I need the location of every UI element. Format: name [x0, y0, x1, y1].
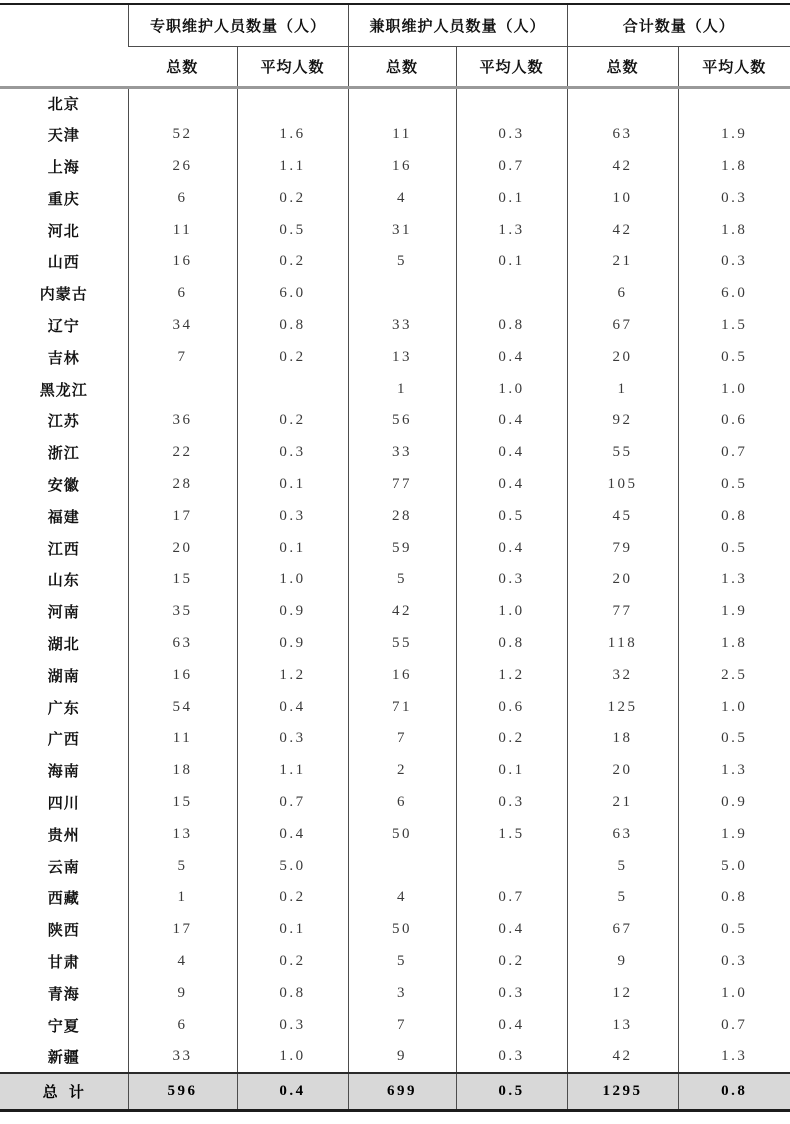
cell-value: 67 — [567, 914, 678, 946]
cell-value: 1.2 — [237, 659, 348, 691]
cell-value: 0.7 — [678, 437, 790, 469]
cell-value: 0.5 — [456, 500, 567, 532]
table-row — [0, 437, 790, 469]
cell-value: 42 — [348, 596, 456, 628]
cell-value: 4 — [348, 182, 456, 214]
region-label: 浙江 — [47, 445, 80, 463]
cell-value: 1.0 — [456, 373, 567, 405]
cell-value: 15 — [128, 564, 237, 596]
sub-header-total-3: 总数 — [567, 46, 678, 87]
cell-value: 6 — [567, 278, 678, 310]
cell-value: 5.0 — [678, 850, 790, 882]
cell-value: 0.7 — [237, 787, 348, 819]
table-row — [0, 151, 790, 183]
cell-value: 0.8 — [237, 977, 348, 1009]
cell-value: 0.5 — [237, 214, 348, 246]
cell-value: 9 — [128, 977, 237, 1009]
total-cell: 0.5 — [456, 1073, 567, 1111]
cell-value: 0.1 — [456, 246, 567, 278]
cell-value: 31 — [348, 214, 456, 246]
cell-value: 26 — [128, 151, 237, 183]
cell-value: 1.1 — [237, 151, 348, 183]
region-label: 宁夏 — [47, 1017, 80, 1035]
cell-value — [237, 373, 348, 405]
cell-value: 0.8 — [678, 500, 790, 532]
region-label: 云南 — [47, 858, 80, 876]
table-row — [0, 119, 790, 151]
total-cell: 1295 — [567, 1073, 678, 1111]
cell-value: 0.2 — [237, 246, 348, 278]
region-label: 江苏 — [47, 413, 80, 431]
cell-value: 118 — [567, 628, 678, 660]
cell-value: 77 — [567, 596, 678, 628]
cell-value: 33 — [348, 310, 456, 342]
table-row — [0, 628, 790, 660]
cell-value: 0.2 — [237, 882, 348, 914]
cell-value: 5 — [348, 564, 456, 596]
cell-value: 45 — [567, 500, 678, 532]
cell-value: 0.4 — [237, 691, 348, 723]
cell-value: 1.5 — [678, 310, 790, 342]
region-label: 河南 — [47, 604, 80, 622]
cell-value: 11 — [128, 723, 237, 755]
table-row — [0, 87, 790, 119]
cell-value: 0.3 — [237, 723, 348, 755]
cell-value: 6.0 — [678, 278, 790, 310]
cell-value: 0.3 — [456, 787, 567, 819]
cell-value: 42 — [567, 214, 678, 246]
cell-value: 6 — [128, 1009, 237, 1041]
total-cell: 0.8 — [678, 1073, 790, 1111]
region-label: 福建 — [47, 508, 80, 526]
cell-value: 1 — [567, 373, 678, 405]
table-row — [0, 373, 790, 405]
sub-header-average-1: 平均人数 — [237, 46, 348, 87]
sub-header-average-2: 平均人数 — [456, 46, 567, 87]
cell-value: 0.8 — [456, 628, 567, 660]
cell-value: 13 — [348, 341, 456, 373]
table-row — [0, 596, 790, 628]
cell-value: 1.3 — [678, 564, 790, 596]
cell-value: 5 — [348, 246, 456, 278]
cell-value: 5 — [348, 946, 456, 978]
table-row — [0, 405, 790, 437]
cell-value: 0.4 — [456, 532, 567, 564]
cell-value: 0.7 — [678, 1009, 790, 1041]
cell-value — [348, 278, 456, 310]
cell-value: 11 — [348, 119, 456, 151]
cell-value: 63 — [567, 119, 678, 151]
cell-value: 33 — [128, 1041, 237, 1073]
cell-value: 20 — [567, 564, 678, 596]
cell-value: 1.0 — [678, 373, 790, 405]
cell-value — [348, 850, 456, 882]
cell-value: 0.1 — [456, 755, 567, 787]
cell-value: 36 — [128, 405, 237, 437]
total-cell: 699 — [348, 1073, 456, 1111]
region-label: 内蒙古 — [39, 286, 88, 304]
table-row — [0, 182, 790, 214]
cell-value: 4 — [128, 946, 237, 978]
cell-value: 1.0 — [456, 596, 567, 628]
region-label: 新疆 — [47, 1048, 80, 1066]
cell-value: 0.1 — [237, 532, 348, 564]
cell-value: 0.8 — [678, 882, 790, 914]
region-label: 山东 — [47, 572, 80, 590]
cell-value: 16 — [348, 659, 456, 691]
region-label: 黑龙江 — [39, 381, 88, 399]
statistics-table — [0, 3, 790, 1112]
cell-value: 71 — [348, 691, 456, 723]
cell-value: 0.3 — [237, 500, 348, 532]
region-label: 山西 — [47, 254, 80, 272]
region-label: 海南 — [47, 763, 80, 781]
cell-value: 12 — [567, 977, 678, 1009]
table-row — [0, 755, 790, 787]
cell-value: 16 — [128, 246, 237, 278]
cell-value: 0.3 — [456, 1041, 567, 1073]
cell-value: 0.5 — [678, 723, 790, 755]
cell-value: 105 — [567, 469, 678, 501]
cell-value: 0.7 — [456, 882, 567, 914]
cell-value: 9 — [348, 1041, 456, 1073]
table-row — [0, 246, 790, 278]
table-row — [0, 850, 790, 882]
cell-value — [128, 87, 237, 119]
table-row — [0, 946, 790, 978]
cell-value: 0.4 — [456, 1009, 567, 1041]
cell-value: 28 — [128, 469, 237, 501]
cell-value: 32 — [567, 659, 678, 691]
cell-value: 92 — [567, 405, 678, 437]
table-row — [0, 214, 790, 246]
cell-value: 7 — [348, 1009, 456, 1041]
header-group-row — [0, 4, 790, 46]
region-label: 贵州 — [47, 826, 80, 844]
cell-value: 21 — [567, 246, 678, 278]
cell-value: 0.3 — [678, 182, 790, 214]
cell-value: 0.6 — [456, 691, 567, 723]
cell-value: 1.1 — [237, 755, 348, 787]
cell-value: 28 — [348, 500, 456, 532]
cell-value: 17 — [128, 500, 237, 532]
cell-value: 11 — [128, 214, 237, 246]
cell-value: 2 — [348, 755, 456, 787]
cell-value: 22 — [128, 437, 237, 469]
cell-value: 0.3 — [456, 564, 567, 596]
cell-value: 50 — [348, 914, 456, 946]
cell-value: 56 — [348, 405, 456, 437]
cell-value: 7 — [348, 723, 456, 755]
cell-value: 0.4 — [456, 437, 567, 469]
cell-value: 16 — [348, 151, 456, 183]
cell-value: 55 — [348, 628, 456, 660]
cell-value: 18 — [128, 755, 237, 787]
cell-value: 0.2 — [456, 723, 567, 755]
cell-value: 1.6 — [237, 119, 348, 151]
cell-value: 0.9 — [237, 628, 348, 660]
cell-value: 1.3 — [456, 214, 567, 246]
cell-value: 5 — [567, 850, 678, 882]
cell-value: 0.9 — [237, 596, 348, 628]
cell-value: 1.0 — [678, 977, 790, 1009]
region-label: 江西 — [47, 540, 80, 558]
cell-value — [678, 87, 790, 119]
cell-value — [348, 87, 456, 119]
cell-value: 5 — [128, 850, 237, 882]
cell-value: 6.0 — [237, 278, 348, 310]
cell-value: 33 — [348, 437, 456, 469]
cell-value: 15 — [128, 787, 237, 819]
cell-value: 6 — [128, 278, 237, 310]
cell-value: 59 — [348, 532, 456, 564]
cell-value: 0.4 — [456, 341, 567, 373]
cell-value: 0.5 — [678, 914, 790, 946]
column-group-total: 合计数量（人） — [567, 4, 790, 46]
cell-value: 0.5 — [678, 341, 790, 373]
cell-value: 1.0 — [237, 1041, 348, 1073]
table-row — [0, 564, 790, 596]
cell-value: 1.8 — [678, 151, 790, 183]
cell-value: 3 — [348, 977, 456, 1009]
region-label: 四川 — [47, 794, 80, 812]
region-label: 湖北 — [47, 635, 80, 653]
cell-value: 50 — [348, 818, 456, 850]
cell-value: 6 — [348, 787, 456, 819]
cell-value: 125 — [567, 691, 678, 723]
table-row — [0, 310, 790, 342]
cell-value: 52 — [128, 119, 237, 151]
cell-value: 0.1 — [237, 914, 348, 946]
cell-value: 0.5 — [678, 469, 790, 501]
table-footer — [0, 1073, 790, 1111]
cell-value — [237, 87, 348, 119]
region-label: 上海 — [47, 158, 80, 176]
cell-value: 0.4 — [456, 914, 567, 946]
table-row — [0, 532, 790, 564]
total-row-label: 总 计 — [0, 1073, 128, 1111]
cell-value: 1 — [348, 373, 456, 405]
cell-value — [567, 87, 678, 119]
table-row — [0, 469, 790, 501]
cell-value: 34 — [128, 310, 237, 342]
cell-value: 20 — [567, 341, 678, 373]
cell-value: 55 — [567, 437, 678, 469]
cell-value: 0.2 — [456, 946, 567, 978]
table-row — [0, 787, 790, 819]
cell-value: 79 — [567, 532, 678, 564]
cell-value: 10 — [567, 182, 678, 214]
cell-value: 1 — [128, 882, 237, 914]
cell-value: 1.2 — [456, 659, 567, 691]
table-row — [0, 341, 790, 373]
region-label: 吉林 — [47, 349, 80, 367]
cell-value: 1.0 — [678, 691, 790, 723]
cell-value — [128, 373, 237, 405]
table-row — [0, 723, 790, 755]
cell-value: 0.8 — [456, 310, 567, 342]
cell-value: 67 — [567, 310, 678, 342]
cell-value: 1.8 — [678, 628, 790, 660]
region-label: 西藏 — [47, 890, 80, 908]
cell-value: 63 — [128, 628, 237, 660]
cell-value: 77 — [348, 469, 456, 501]
cell-value: 18 — [567, 723, 678, 755]
cell-value: 0.4 — [456, 405, 567, 437]
cell-value: 0.3 — [678, 246, 790, 278]
table-row — [0, 500, 790, 532]
total-cell: 596 — [128, 1073, 237, 1111]
cell-value: 0.2 — [237, 341, 348, 373]
total-row — [0, 1073, 790, 1111]
cell-value: 9 — [567, 946, 678, 978]
cell-value: 0.4 — [456, 469, 567, 501]
cell-value — [456, 87, 567, 119]
region-label: 广东 — [47, 699, 80, 717]
table-row — [0, 977, 790, 1009]
total-cell: 0.4 — [237, 1073, 348, 1111]
cell-value: 13 — [567, 1009, 678, 1041]
cell-value: 0.2 — [237, 946, 348, 978]
region-label: 青海 — [47, 985, 80, 1003]
cell-value: 0.8 — [237, 310, 348, 342]
cell-value: 1.3 — [678, 1041, 790, 1073]
cell-value: 6 — [128, 182, 237, 214]
cell-value: 0.2 — [237, 182, 348, 214]
column-group-parttime: 兼职维护人员数量（人） — [348, 4, 567, 46]
cell-value: 0.3 — [237, 1009, 348, 1041]
cell-value: 1.0 — [237, 564, 348, 596]
cell-value: 0.3 — [237, 437, 348, 469]
table-header — [0, 4, 790, 87]
cell-value: 0.3 — [456, 119, 567, 151]
region-label: 甘肃 — [47, 953, 80, 971]
cell-value: 42 — [567, 1041, 678, 1073]
cell-value: 2.5 — [678, 659, 790, 691]
cell-value: 7 — [128, 341, 237, 373]
cell-value: 0.3 — [678, 946, 790, 978]
region-label: 河北 — [47, 222, 80, 240]
table-row — [0, 691, 790, 723]
cell-value: 1.3 — [678, 755, 790, 787]
region-label: 重庆 — [47, 190, 80, 208]
cell-value — [456, 278, 567, 310]
region-label: 安徽 — [47, 476, 80, 494]
column-group-fulltime: 专职维护人员数量（人） — [128, 4, 348, 46]
sub-header-total-2: 总数 — [348, 46, 456, 87]
corner-cell — [0, 4, 128, 87]
cell-value: 0.4 — [237, 818, 348, 850]
region-label: 辽宁 — [47, 317, 80, 335]
cell-value: 21 — [567, 787, 678, 819]
cell-value: 1.9 — [678, 596, 790, 628]
cell-value: 1.9 — [678, 818, 790, 850]
cell-value — [456, 850, 567, 882]
table-row — [0, 818, 790, 850]
cell-value: 0.1 — [237, 469, 348, 501]
table-row — [0, 1009, 790, 1041]
cell-value: 0.5 — [678, 532, 790, 564]
cell-value: 0.9 — [678, 787, 790, 819]
cell-value: 4 — [348, 882, 456, 914]
cell-value: 17 — [128, 914, 237, 946]
region-label: 天津 — [47, 127, 80, 145]
cell-value: 42 — [567, 151, 678, 183]
cell-value: 0.7 — [456, 151, 567, 183]
table-row — [0, 1041, 790, 1073]
table-row — [0, 914, 790, 946]
cell-value: 20 — [128, 532, 237, 564]
sub-header-average-3: 平均人数 — [678, 46, 790, 87]
cell-value: 1.8 — [678, 214, 790, 246]
table-body — [0, 87, 790, 1073]
cell-value: 1.5 — [456, 818, 567, 850]
cell-value: 63 — [567, 818, 678, 850]
cell-value: 0.6 — [678, 405, 790, 437]
region-label: 陕西 — [47, 922, 80, 940]
cell-value: 1.9 — [678, 119, 790, 151]
table-row — [0, 882, 790, 914]
cell-value: 0.1 — [456, 182, 567, 214]
table-row — [0, 278, 790, 310]
cell-value: 54 — [128, 691, 237, 723]
cell-value: 16 — [128, 659, 237, 691]
region-label: 湖南 — [47, 667, 80, 685]
cell-value: 5.0 — [237, 850, 348, 882]
region-label: 广西 — [47, 731, 80, 749]
cell-value: 20 — [567, 755, 678, 787]
table-row — [0, 659, 790, 691]
cell-value: 13 — [128, 818, 237, 850]
cell-value: 0.2 — [237, 405, 348, 437]
cell-value: 5 — [567, 882, 678, 914]
region-label: 北京 — [47, 96, 80, 114]
cell-value: 0.3 — [456, 977, 567, 1009]
cell-value: 35 — [128, 596, 237, 628]
sub-header-total-1: 总数 — [128, 46, 237, 87]
